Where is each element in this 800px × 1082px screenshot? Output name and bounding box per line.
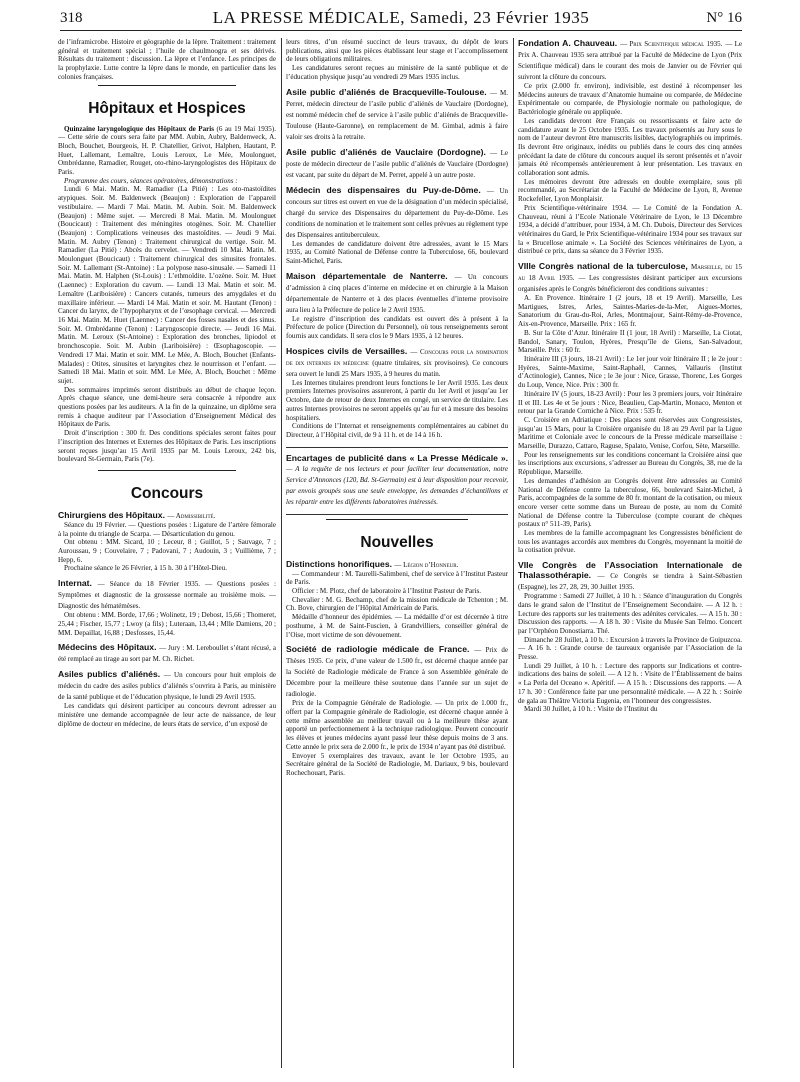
article-subtitle: — Légion d’Honneur. [394,560,459,569]
paragraph: Conditions de l’Internat et renseignements complémentaires au cabinet du Directeur, à l’Hôpital civil, de 9 à 11 h. et de 14 à 16 h. [286,422,508,439]
paragraph: — Commandeur : M. Taurelli-Salimbeni, chef de service à l’Institut Pasteur de Paris. [286,569,508,587]
paragraph: Itinéraire IV (5 jours, 18-23 Avril) : Pour les 3 premiers jours, voir Itinéraire II et III. Les 4e et 5e jours : Nice, Beaulieu, Cap-Martin, Monaco, Menton et retour par la Grande Corniche à Nice. Prix : 535 fr. [518,389,742,416]
article-distinctions [286,559,508,570]
article-subtitle: — Prix Scientifique médical 1935. [620,40,723,48]
column-divider [513,38,514,1068]
section-heading-nouvelles: Nouvelles [360,533,434,551]
column-divider [281,38,282,1068]
paragraph: Les mémoires devront être adressés en double exemplaire, sous pli recommandé, au Secrétariat de la Faculté de Médecine de Lyon, 8, Avenue Rockefeller, Lyon Monplaisir. [518,177,742,204]
paragraph: Séance du 19 Février. — Questions posées : Ligature de l’artère fémorale à la pointe du triangle de Scarpa. — Désarticulation du genou. [58,520,276,538]
divider [98,85,236,86]
paragraph: Prix Scientifique-vétérinaire 1934. — Le Comité de la Fondation A. Chauveau, réuni à l’Ecole Nationale Vétérinaire de Lyon, le 13 Décembre 1934, a décidé d’attribuer, pour 1934, à M. Ch. Dubois, Directeur des Services vétérinaires du Gard, le Prix Scientifique-vétérinaire 1934 pour ses travaux sur la « Brucellose animale ». La Société des Sciences vétérinaires de Lyon, a distribué ce prix, dans sa séance du 3 Février 1935. [518,203,742,256]
paragraph: Ont obtenu : MM. Borde, 17,66 ; Wolinetz, 19 ; Debost, 15,66 ; Thomeret, 25,44 ; Fischer, 15,77 ; Lwoy (a fils) ; Luteraan, 13,44 ; Mlle Damiens, 20 ; MM. Depaillat, 16,88 ; Desfosses, 15,44. [58,611,276,637]
paragraph: C. Croisière en Adriatique : Des places sont réservées aux Congressistes, jusqu’au 15 Mars, pour la Croisière organisée du 18 au 29 Avril par la Ligue Maritime et Coloniale avec le concours de la Presse médicale marseillaise : Marseille, Durazzo, Cattaro, Raguse, Spalato, Venise, Corfou, Sète, Marseille. [518,415,742,451]
paragraph: Les demandes de candidature doivent être adressées, avant le 15 Mars 1935, au Comité National de Défense contre la Tuberculose, 66, boulevard Saint-Michel, Paris. [286,239,508,265]
page-header [60,8,742,31]
paragraph: Lundi 6 Mai. Matin. M. Ramadier (La Pitié) : Les oto-mastoïdites atypiques. Soir. M. Baldenweck (Beaujon) : Exploration de l’appareil vestibulaire. — Mardi 7 Mai. Matin. M. Aubin. Soir. M. Baldenweck (Beaujon) : Même sujet. — Mercredi 8 Mai. Matin. M. Moulonguet (Boucicaut) : Traitement des méningites otogènes. Soir. M. Chatellier (Beaujon) : Complications veineuses des mastoïdites. — Jeudi 9 Mai. Matin. M. Aubry (Tenon) : Traitement chirurgical du vertige. Soir. M. Ramadier (La Pitié) : Abcès du cervelet. — Vendredi 10 Mai. Matin. M. Moulonguet (Boucicaut) : Traitement chirurgical des sinusites frontales. Soir. M. Lallemant (St-Antoine) : La polypose naso-sinusale. — Samedi 11 Mai. Matin. M. Halphen (St-Louis) : L’ethmoïdite. L’ozène. Soir. M. Huet (Laennec) : Exploration du cavum. — Lundi 13 Mai. Matin et soir. M. Lemaître (Lariboisière) : Cancers cutanés, tumeurs des amygdales et du maxillaire inférieur. — Mardi 14 Mai. Matin et soir. M. Hautant (Tenon) : Cancer du larynx, de l’hypopharynx et de l’œsophage cervical. — Mercredi 16 Mai. Matin. M. Huet (Laennec) : Cancer des fosses nasales et des sinus. Soir. M. Ombrédanne (Tenon) : Laryngoscopie directe. — Jeudi 16 Mai. Matin. M. Leroux (St-Antoine) : Exploration des bronches, lipiodol et bronchoscopie. Soir. M. Aubin (Lariboisière) : Œsophagoscopie. — Vendredi 17 Mai. Matin et soir. MM. Le Mée, A. Bloch, Bouchet (Enfants-Malades) : Otites, sinusites et laryngites chez le nourrisson et l’enfant. — Samedi 18 Mai. Matin et soir. MM. Le Mée, A. Bloch, Bouchet : Même sujet. [58,185,276,385]
article-title: Quinzaine laryngologique des Hôpitaux de Paris [64,124,215,133]
paragraph: Pour les renseignements sur les conditions concernant la Croisière ainsi que les inscriptions aux excursions, s’adresser au Bureau du Congrès, 38, rue de la République, Marseille. [518,450,742,477]
column-3 [518,38,742,1068]
issue-number: N° 16 [706,10,742,26]
article-medecins [58,642,276,664]
paragraph: leurs titres, d’un résumé succinct de leurs travaux, du dépôt de leurs publications, ainsi que les pièces établissant leur stage et l’accomplissement de leurs obligations militaires. [286,38,508,64]
paragraph: Les Internes titulaires prendront leurs fonctions le 1er Avril 1935. Les deux premiers Internes provisoires assureront, à partir du 1er Avril et jusqu’au 1er Octobre, date de retour de deux Internes en congé, un service de titulaire. Les autres Internes provisoires ne seront appelés qu’au fur et à mesure des besoins hospitaliers. [286,378,508,422]
paragraph: Les candidats devront être Français ou ressortissants et faire acte de candidature avant le 25 Octobre 1935. Les travaux présentés au Jury sous le nom de l’auteur devront être manuscrits lisibles, dactylographiés ou imprimés. Ils devront être originaux, inédits ou publiés dans le cours des cinq années précédant la date de clôture du concours auquel ils seront présentés et n’avoir jamais été récompensés antérieurement à leur présentation. Les travaux en collaboration sont admis. [518,116,742,178]
article-radiologie [286,644,508,699]
article-nanterre [286,271,508,315]
article-vii-congres [518,560,742,592]
paragraph: Prix de la Compagnie Générale de Radiologie. — Un prix de 1.000 fr., offert par la Compagnie générale de Radiologie, est décerné chaque année à cette même assemblée au meilleur travail ou à la meilleure thèse ayant apporté un perfectionnement à la technique radiologique. Peuvent concourir les élèves et jeunes médecins ayant passé leur thèse depuis moins de 3 ans. Cette année le prix sera de 2.000 fr., le prix de 1934 n’ayant pas été distribué. [286,699,508,751]
paragraph: B. Sur la Côte d’Azur. Itinéraire II (1 jour, 18 Avril) : Marseille, La Ciotat, Bandol, Sanary, Toulon, Hyères, Presqu’île de Giens, San-Salvadour, Marseille. Prix : 60 fr. [518,328,742,355]
divider [326,519,468,520]
paragraph: Le registre d’inscription des candidats est ouvert dès à présent à la Préfecture de police (Direction du Personnel), où tous renseignements seront fournis aux candidats. Il sera clos le 9 Mars 1935, à 12 heures. [286,314,508,341]
article-title: Société de radiologie médicale de France. [286,644,470,655]
article-title: Médecin des dispensaires du Puy-de-Dôme. [286,184,481,195]
article-text: — Un concours pour huit emplois de médecin du cadre des asiles publics d’aliénés s’ouvrira à Paris, au ministère de la santé publique et de l’éducation physique, le lundi 29 Avril 1935. [58,671,276,702]
article-title: Internat. [58,578,92,589]
article-title: Encartages de publicité dans « La Presse Médicale ». [286,452,508,463]
article-chauveau [518,38,742,82]
article-text: (6 au 19 Mai 1935). — Cette série de cours sera faite par MM. Aubin, Aubry, Baldenweck, A. Bloch, Bouchet, Bourgeois, H. P. Chatellier, Grivot, Halphen, Hautant, P. Huet, Lallemant, Lemaître, Louis Leroux, Le Mée, Moulonguet, Ombrédanne, Ramadier, Rouget, oto-rhino-laryngologistes des Hôpitaux de Paris. [58,124,276,177]
article-chirurgiens [58,510,276,521]
article-quinzaine [58,125,276,177]
article-versailles [286,346,508,379]
paragraph: Ont obtenu : MM. Sicard, 10 ; Leceur, 8 ; Guillot, 5 ; Sauvage, 7 ; Auroussau, 9 ; Couvelaire, 7 ; Padovani, 7 ; Audouin, 3 ; Vuillième, 7 ; Hepp, 6. [58,538,276,564]
paragraph: Chevalier : M. G. Bechamp, chef de la mission médicale de Tchenton ; M. Ch. Bove, chirurgien de l’Hôpital Américain de Paris. [286,595,508,613]
article-viii-congres [518,261,742,294]
divider [98,470,236,471]
article-title: Chirurgiens des Hôpitaux. [58,509,165,520]
section-heading-concours: Concours [130,484,204,502]
paragraph: Les demandes d’adhésion au Congrès doivent être adressées au Comité National de Défense contre la tuberculose, 66, boulevard Saint-Michel, à Paris, accompagnées de la somme de 80 fr. montant de la cotisation, ou mieux encore verser cette somme dans un Bureau de poste, au nom du Comité National de Défense contre la Tuberculose (compte courant de chèques postaux n° 511-39, Paris). [518,476,742,529]
article-text: (quatre titulaires, six provisoires). Ce concours sera ouvert le lundi 25 Mars 1935, à 9 heures du matin. [286,358,508,378]
article-title: VIIe Congrès de l’Association Internationale de Thalassothérapie. [518,560,742,581]
section-heading-hopitaux: Hôpitaux et Hospices [88,99,246,117]
article-subtitle: (Dordogne). [437,146,486,157]
paragraph: Officier : M. Plotz, chef de laboratoire à l’Institut Pasteur de Paris. [292,587,481,596]
paragraph: Les candidats qui désirent participer au concours devront adresser au ministère une demande accompagnée de leur acte de naissance, de leur diplôme de docteur en médecine, de leurs états de service, d’un exposé de [58,702,276,728]
column-1 [58,38,276,1068]
paragraph: de l’inframicrobe. Histoire et géographie de la lèpre. Traitement : traitement général et traitement spécial ; l’huile de chaulmoogra et ses dérivés. Résultats du traitement : discussion. La lèpre et l’enfance. Les principes de la prophylaxie. Lutte contre la lèpre dans le monde, en particulier dans les colonies françaises. [58,38,276,81]
paragraph: Programme : Samedi 27 Juillet, à 10 h. : Séance d’inauguration du Congrès dans le grand salon de l’Institut de l’Enseignement Secondaire. — A 12 h. : Lecture des rapports sur les traitements des adénites cervicales. — A 15 h. 30 : Discussion des rapports. — A 18 h. 30 : Visite du Musée San Telmo. Concert par l’Orphéon Donostiarra. Thé. [518,592,742,635]
article-encartages [286,453,508,507]
article-subtitle: — Admissibilité. [167,511,216,520]
paragraph: Envoyer 5 exemplaires des travaux, avant le 1er Octobre 1935, au Secrétaire général de la Société de Radiologie, M. Dariaux, 9 bis, boulevard Rochechouart, Paris. [286,751,508,777]
divider [286,514,508,515]
paragraph: Mardi 30 Juillet, à 10 h. : Visite de l’Institut du [524,705,658,714]
paragraph: Droit d’inscription : 300 fr. Des conditions spéciales seront faites pour l’inscription des Internes et Externes des Hôpitaux de Paris. Les inscriptions seront reçues jusqu’au 15 Avril 1935 par M. Louis Leroux, 242 bis, boulevard St-Germain, Paris (7e). [58,429,276,464]
paragraph: Dimanche 28 Juillet, à 10 h. : Excursion à travers la Province de Guipuzcoa. — A 16 h. : Grande course de taureaux organisée par l’Association de la Presse. [518,635,742,662]
article-title: Distinctions honorifiques. [286,558,392,569]
article-subtitle: — Concours pour la nomination de dix internes en médecine [286,347,508,367]
paragraph: Les membres de la famille accompagnant les Congressistes bénéficient de tous les avantages accordés aux membres du Congrès, moyennant la moitié de la cotisation prévue. [518,529,742,555]
article-title: Médecins des Hôpitaux. [58,642,157,653]
paragraph: Prochaine séance le 26 Février, à 15 h. 30 à l’Hôtel-Dieu. [64,564,228,573]
paragraph: Lundi 29 Juillet, à 10 h. : Lecture des rapports sur Indications et contre-indications des bains de soleil. — A 12 h. : Visite de l’Établissement de bains « La Perla del Oceano ». Apéritif. — A 15 h. : Discussions des rapports. — A 17 h. 30 : Conférence faite par une personnalité médicale. — A 22 h. : Soirée de gala au Théâtre Victoria Eugenia, en l’honneur des congressistes. [518,661,742,705]
article-text: — Jury : M. Lereboullet s’étant récusé, a été remplacé au tirage au sort par M. Ch. Richet. [58,644,276,664]
paragraph: A. En Provence. Itinéraire I (2 jours, 18 et 19 Avril). Marseille, Les Martigues, Istres, Arles, Saintes-Maries-de-la-Mer, Aigues-Mortes, Sanatorium du Grau-du-Roi, Arles, Montmajour, Saint-Rémy-de-Provence, Aix-en-Provence, Marseille. Prix : 165 fr. [518,294,742,329]
column-2 [286,38,508,1068]
masthead-title: LA PRESSE MÉDICALE, Samedi, 23 Février 1935 [212,8,590,27]
paragraph: Ce prix (2.000 fr. environ), indivisible, est destiné à récompenser les Médecins auteurs de travaux d’Anatomie humaine ou comparée, de Médecine Expérimentale ou comparée, de Physiologie normale ou pathologique, de Bactériologie générale ou appliquée. [518,82,742,117]
divider [286,447,508,448]
article-title: Hospices civils de Versailles. [286,345,408,356]
article-vauclaire [286,147,508,180]
article-asiles [58,669,276,702]
article-text: — Le poste de médecin directeur de l’asile public d’aliénés de Vauclaire (Dordogne) est vacant, par suite du départ de M. Perret, appelé à un autre poste. [286,148,508,179]
article-text: — Un concours d’admission à cinq places d’interne en médecine et en chirurgie à la Maison départementale de Nanterre et à des places éventuelles d’interne provisoire aura lieu à la Préfecture de police le 2 Avril 1935. [286,272,508,314]
article-title: Maison départementale de Nanterre. [286,270,448,281]
article-title: Asile public d’aliénés de Bracqueville-Toulouse. [286,86,487,97]
paragraph: Les candidatures seront reçues au ministère de la santé publique et de l’éducation physique jusqu’au vendredi 29 Mars 1935 inclus. [286,64,508,81]
paragraph: Médaille d’honneur des épidémies. — La médaille d’or est décernée à titre posthume, à M. de Saint-Fuscien, à Grandvilliers, conseiller général de l’Oise, mort victime de son dévouement. [286,613,508,639]
article-text: — Le Prix A. Chauveau 1935 sera attribué par la Faculté de Médecine de Lyon (Prix Scientifique médical) dans le courant des mois de Janvier ou de Février qui suivront la clôture du concours. [518,40,742,81]
article-title: Asile public d’aliénés de Vauclaire [286,146,434,157]
article-bracqueville [286,87,508,142]
article-title: Asiles publics d’aliénés. [58,669,161,680]
article-puy-de-dome [286,185,508,240]
article-title: Fondation A. Chauveau. [518,38,618,48]
article-text: — Séance du 18 Février 1935. — Questions posées : Symptômes et diagnostic de la grossesse normale au troisième mois. — Diagnostic des hématémèses. [58,580,276,611]
article-internat [58,578,276,611]
page-number: 318 [60,10,83,26]
paragraph: Itinéraire III (3 jours, 18-21 Avril) : Le 1er jour voir Itinéraire II ; le 2e jour : Hyères, Sainte-Maxime, Saint-Raphaël, Cannes, Vallauris (Institut d’Actinologie), Cannes, Nice ; le 3e jour : Nice, Grasse, Thorenc, Les Gorges du Loup, Vence, Nice. Prix : 300 fr. [518,354,742,390]
article-text: — Les congressistes désirant participer aux excursions organisées après le Congrès bénéficieront des conditions suivantes : [518,274,742,294]
article-text: — Ce Congrès se tiendra à Saint-Sébastien (Espagne), les 27, 28, 29, 30 Juillet 1935. [518,572,742,592]
paragraph: Programme des cours, séances opératoires, démonstrations : [64,176,238,185]
article-subtitle: Marseille, du 15 au 18 Avril 1935. [518,263,742,283]
article-title: VIIIe Congrès national de la tuberculose, [518,261,688,272]
paragraph: Des sommaires imprimés seront distribués au début de chaque leçon. Après chaque séance, une demi-heure sera consacrée à répondre aux questions posées par les auditeurs. A la fin de la quinzaine, un diplôme sera remis à chaque auditeur par l’Association d’Enseignement Médical des Hôpitaux de Paris. [58,385,276,429]
article-text: — A la requête de nos lecteurs et pour faciliter leur documentation, notre Service d’Annonces (120, Bd. St-Germain) est à leur disposition pour recevoir, par envois groupés sous une seule enveloppe, les demandes d’échantillons et les répartir entre les différents laboratoires intéressés. [286,464,508,506]
article-text: — Un concours sur titres est ouvert en vue de la désignation d’un médecin spécialisé, chargé du service des Dispensaires du département du Puy-de-Dôme. Les conditions de nomination et le traitement sont celles prévues au règlement type des Dispensaires antituberculeux. [286,186,508,239]
article-text: — M. Perret, médecin directeur de l’asile public d’aliénés de Vauclaire (Dordogne), est nommé médecin chef de service à l’asile public d’aliénés de Bracqueville-Toulouse (Haute-Garonne), en remplacement de M. Gimbal, admis à faire valoir ses droits à la retraite. [286,88,508,141]
article-text: — Prix de Thèses 1935. Ce prix, d’une valeur de 1.500 fr., est décerné chaque année par la Société de Radiologie médicale de France à son Assemblée générale de Décembre pour la meilleure thèse soutenue dans l’année sur un sujet de radiologie. [286,646,508,699]
